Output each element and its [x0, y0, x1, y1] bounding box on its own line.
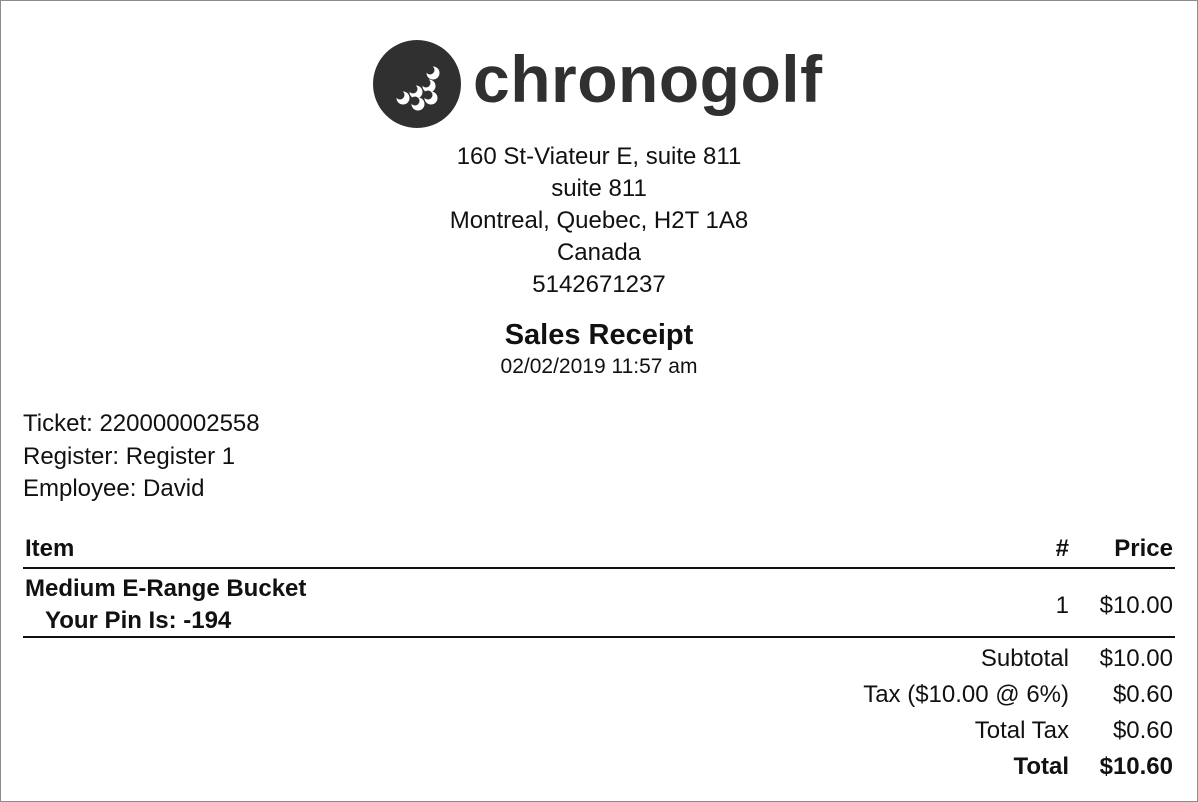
header-qty: # — [1055, 535, 1069, 562]
address-line-1: 160 St-Viateur E, suite 811 — [456, 143, 742, 170]
tax-label: Tax ($10.00 @ 6%) — [863, 681, 1069, 708]
address-line-2: suite 811 — [551, 175, 647, 202]
receipt-datetime: 02/02/2019 11:57 am — [500, 355, 698, 378]
item-qty: 1 — [1055, 592, 1069, 619]
address-line-3: Montreal, Quebec, H2T 1A8 — [449, 207, 749, 234]
brand-name: chronogolf — [473, 42, 823, 116]
tax-row — [23, 674, 1175, 710]
subtotal-value: $10.00 — [1099, 645, 1173, 672]
store-address — [1, 141, 1197, 301]
table-header — [23, 533, 1175, 569]
item-name: Medium E-Range Bucket — [25, 575, 307, 602]
total-tax-label: Total Tax — [974, 717, 1069, 744]
ticket-number: Ticket: 220000002558 — [23, 410, 260, 437]
line-items-table — [23, 533, 1175, 782]
table-row — [23, 569, 1175, 638]
header-item: Item — [25, 535, 75, 562]
grand-total-value: $10.60 — [1099, 753, 1173, 780]
brand-logo — [373, 39, 823, 129]
subtotal-row — [23, 638, 1175, 674]
store-phone: 5142671237 — [532, 271, 666, 298]
header-price: Price — [1114, 535, 1173, 562]
receipt-title: Sales Receipt — [504, 319, 694, 351]
receipt-meta — [23, 408, 260, 506]
totals-section — [23, 638, 1175, 782]
subtotal-label: Subtotal — [980, 645, 1069, 672]
grand-total-label: Total — [1013, 753, 1069, 780]
address-country: Canada — [556, 239, 642, 266]
employee-name: Employee: David — [23, 475, 205, 502]
golf-balls-logo-icon — [373, 40, 461, 128]
item-price: $10.00 — [1099, 592, 1173, 619]
tax-value: $0.60 — [1112, 681, 1173, 708]
register-name: Register: Register 1 — [23, 442, 236, 470]
total-tax-value: $0.60 — [1112, 717, 1173, 744]
grand-total-row — [23, 746, 1175, 782]
total-tax-row — [23, 710, 1175, 746]
item-detail: Your Pin Is: -194 — [45, 607, 232, 634]
